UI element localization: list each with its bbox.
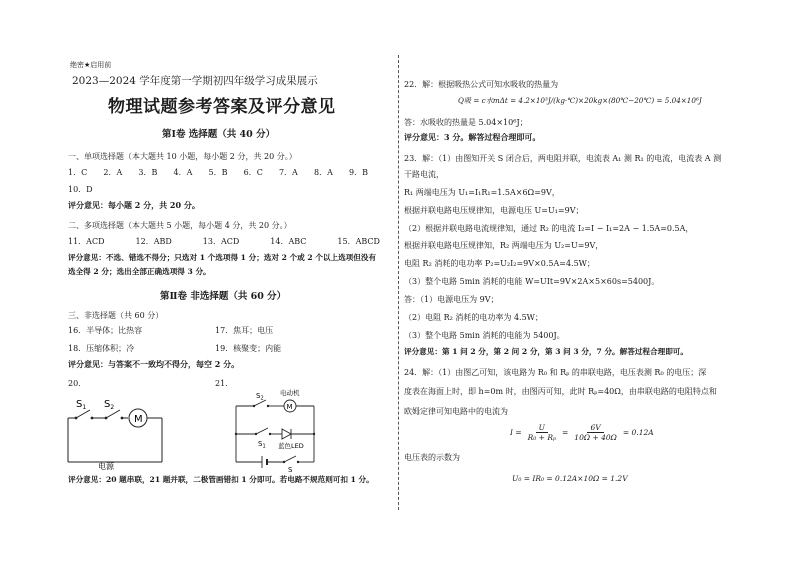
q23-answer2: （2）电阻 R₂ 消耗的电功率为 4.5W； [404,313,543,322]
answer-12: 12．ABD [135,237,172,246]
secret-tag: 绝密★启用前 [70,61,112,69]
sec1-answers-row [68,167,368,178]
fraction-2-num: 6V [587,423,603,433]
q19-answer: 19．核聚变；内能 [215,344,282,353]
column-divider [398,55,399,510]
answer-4: 4．A [173,168,193,177]
answer-13: 13．ACD [202,237,240,246]
sec1-scoring: 评分意见：每小题 2 分，共 20 分。 [68,200,200,210]
q22-formula: Q吸 = c水mΔt = 4.2×10³J/(kg·℃)×20kg×(80℃−20℃) = 5.04×10⁶J [458,96,702,105]
answer-1: 1．C [68,168,88,177]
q23-answer3: （3）整个电路 5min 消耗的电能为 5400J。 [404,331,565,340]
answer-3: 3．B [138,168,158,177]
q24-line1: 24．解：（1）由图乙可知，该电路为 R₀ 和 Rₚ 的串联电路，电压表测 R₀ 的电压；深 [404,368,707,377]
q24-line4: 电压表的示数为 [404,453,460,462]
q24-line2: 度表在海面上时，即 h=0m 时，由图丙可知，此时 Rₚ=40Ω，由串联电路的电阻特点和 [404,387,717,396]
q18-answer: 18．压缩体积；冷 [68,344,135,353]
school-year-title: 2023—2024 学年度第一学期初四年级学习成果展示 [72,75,318,87]
sec1-heading: 一、单项选择题（本大题共 10 小题，每小题 2 分，共 20 分。） [68,152,297,161]
fraction-1 [525,423,559,442]
answer-6: 6．C [243,168,263,177]
q24-formula2: U₀ = IR₀ = 0.12A×10Ω = 1.2V [512,474,628,483]
q23-line4: 根据并联电路电压规律知，电源电压 U=U₁=9V； [404,206,584,215]
q23-line7: 电阻 R₂ 消耗的电功率 P₂=U₂I₂=9V×0.5A=4.5W； [404,259,595,268]
answer-2: 2．A [103,168,123,177]
fraction-2 [571,423,620,442]
q23-line8: （3）整个电路 5min 消耗的电能 W=UIt=9V×2A×5×60s=5400J。 [404,277,660,286]
power-source-label: 电源 [98,462,114,470]
answer-5: 5．B [208,168,228,177]
q23-answer1: 答：（1）电源电压为 9V； [404,295,499,304]
answer-8: 8．A [313,168,333,177]
sec2-scoring-line2: 选全得 2 分；选出全部正确选项得 3 分。 [68,267,211,276]
fraction-1-den: R₀ + Rₚ [527,433,556,442]
fraction-2-den: 10Ω + 40Ω [574,433,617,442]
part1-title: 第Ⅰ卷 选择题（共 40 分） [162,129,276,140]
q22-line1: 22．解：根据吸热公式可知水吸收的热量为 [404,80,559,89]
q23-line1: 23．解：（1）由图知开关 S 闭合后，两电阻并联，电流表 A₁ 测 R₁ 的电流，电流表 A 测 [404,154,722,163]
q23-line6: 根据并联电路电压规律知，R₂ 两端电压为 U₂=U=9V， [404,241,604,250]
sec2-answers-row [68,236,380,247]
sec3-heading: 三、非选择题（共 60 分） [68,311,164,320]
answer-14: 14．ABC [270,237,307,246]
circuit-diagram-21 [228,386,328,474]
fraction-1-num: U [536,423,548,433]
answer-7: 7．A [278,168,298,177]
answer-9: 9．B [349,168,368,177]
formula-lhs: I = [510,428,522,437]
answer-15: 15．ABCD [337,237,380,246]
q24-line3: 欧姆定律可知电路中的电流为 [404,407,508,416]
motor-symbol: M [134,414,143,425]
switch-s1-label-21: $S_1$ [258,440,266,450]
part2-title: 第Ⅱ卷 非选择题（共 60 分） [160,291,287,302]
sec2-scoring-line1: 评分意见：不选、错选不得分；只选对 1 个选项得 1 分；选对 2 个或 2 个以上选项但没有 [68,253,377,262]
sec2-heading: 二、多项选择题（本大题共 5 小题，每小题 4 分，共 20 分。） [68,221,292,230]
formula-rhs: = 0.12A [622,428,654,437]
q20-label: 20． [68,379,87,388]
q23-scoring: 评分意见：第 1 问 2 分，第 2 问 2 分，第 3 问 3 分，7 分。解答过程合理即可。 [404,347,688,356]
answer-11: 11．ACD [68,237,105,246]
switch-s-label-21: S [288,466,293,474]
switch-s1-label: $S_1$ [76,399,87,411]
q20-21-scoring: 评分意见：20 题串联，21 题并联，二极管画错扣 1 分即可。若电路不规范则可扣 1 分。 [68,475,374,484]
switch-s2-label-21: $S_2$ [256,392,264,402]
led-label: 蓝色LED [278,442,304,450]
q21-label: 21． [215,379,234,388]
answer-10: 10．D [68,185,93,194]
q17-answer: 17．焦耳；电压 [215,326,274,335]
q22-answer: 答：水吸收的热量是 5.04×10⁶J； [404,118,528,127]
motor-symbol-21: M [286,403,293,411]
circuit-diagram-20 [62,390,167,470]
motor-label: 电动机 [280,389,300,397]
q23-line5: （2）根据并联电路电流规律知，通过 R₂ 的电流 I₂=I − I₁=2A − 1.5A=0.5A， [404,224,694,233]
q23-line2: 干路电流， [404,170,444,179]
q23-line3: R₁ 两端电压为 U₁=I₁R₁=1.5A×6Ω=9V， [404,188,560,197]
q16-answer: 16．半导体；比热容 [68,326,143,335]
q18-19-scoring: 评分意见：与答案不一致均不得分，每空 2 分。 [68,359,240,369]
q24-formula [510,423,654,442]
main-title: 物理试题参考答案及评分意见 [108,97,336,117]
formula-eq: = [562,428,569,437]
switch-s2-label: $S_2$ [104,399,115,411]
q22-scoring: 评分意见：3 分。解答过程合理即可。 [404,132,541,142]
